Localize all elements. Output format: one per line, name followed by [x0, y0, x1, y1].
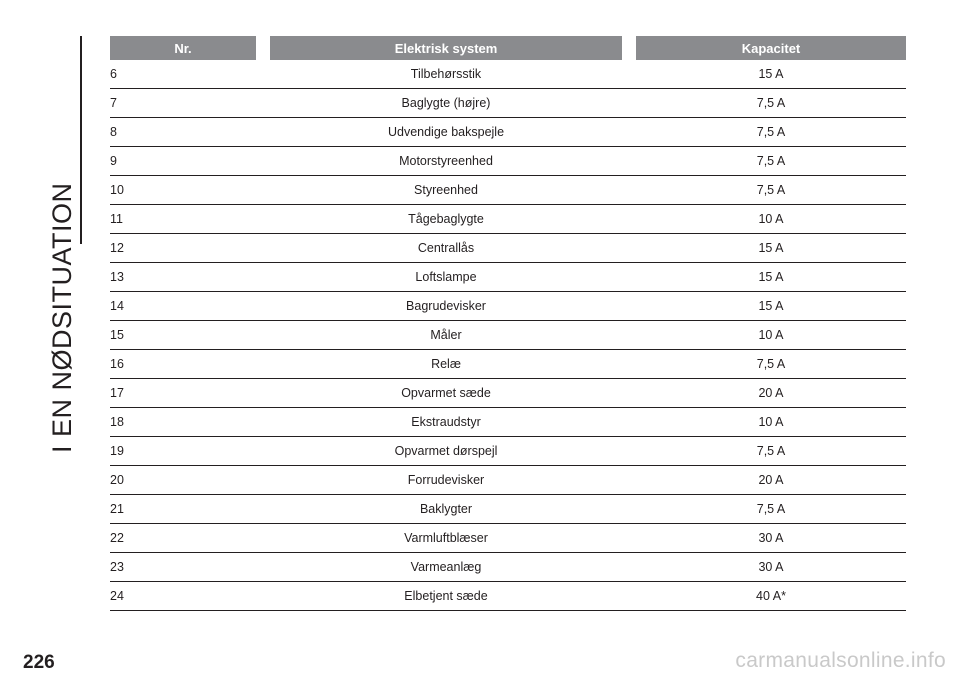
- cell-capacity: 7,5 A: [756, 96, 786, 110]
- cell-nr: 12: [110, 241, 124, 255]
- table-row: [110, 89, 906, 118]
- cell-electrical-system: Opvarmet dørspejl: [394, 444, 498, 458]
- fuse-table: [110, 36, 906, 611]
- table-row: [110, 524, 906, 553]
- cell-capacity: 10 A: [758, 328, 784, 342]
- table-row: [110, 350, 906, 379]
- cell-electrical-system: Bagrudevisker: [406, 299, 486, 313]
- table-row: [110, 263, 906, 292]
- cell-electrical-system: Varmeanlæg: [410, 560, 482, 574]
- header-nr: Nr.: [110, 36, 256, 60]
- table-row: [110, 495, 906, 524]
- cell-nr: 6: [110, 67, 117, 81]
- cell-nr: 15: [110, 328, 124, 342]
- cell-nr: 14: [110, 299, 124, 313]
- cell-capacity: 7,5 A: [756, 183, 786, 197]
- header-electrical-system: Elektrisk system: [270, 36, 622, 60]
- table-row: [110, 408, 906, 437]
- watermark: carmanualsonline.info: [735, 649, 946, 672]
- section-divider: [80, 36, 82, 244]
- cell-electrical-system: Baklygter: [419, 502, 473, 516]
- table-row: [110, 234, 906, 263]
- cell-nr: 16: [110, 357, 124, 371]
- table-row: [110, 321, 906, 350]
- cell-capacity: 7,5 A: [756, 154, 786, 168]
- cell-capacity: 15 A: [758, 299, 784, 313]
- cell-electrical-system: Tågebaglygte: [408, 212, 484, 226]
- cell-nr: 10: [110, 183, 124, 197]
- cell-capacity: 7,5 A: [756, 357, 786, 371]
- table-row: [110, 176, 906, 205]
- cell-nr: 11: [110, 212, 123, 226]
- cell-electrical-system: Styreenhed: [414, 183, 478, 197]
- table-row: [110, 147, 906, 176]
- section-title-vertical: [47, 182, 77, 453]
- cell-electrical-system: Tilbehørsstik: [410, 67, 482, 81]
- cell-nr: 18: [110, 415, 124, 429]
- cell-capacity: 15 A: [758, 241, 784, 255]
- cell-electrical-system: Ekstraudstyr: [411, 415, 481, 429]
- section-title: I EN NØDSITUATION: [47, 182, 77, 453]
- cell-electrical-system: Udvendige bakspejle: [387, 125, 505, 139]
- cell-electrical-system: Baglygte (højre): [401, 96, 491, 110]
- table-row: [110, 466, 906, 495]
- table-row: [110, 553, 906, 582]
- cell-capacity: 7,5 A: [756, 444, 786, 458]
- cell-capacity: 7,5 A: [756, 125, 786, 139]
- cell-nr: 21: [110, 502, 124, 516]
- cell-capacity: 15 A: [758, 67, 784, 81]
- cell-electrical-system: Motorstyreenhed: [399, 154, 493, 168]
- cell-capacity: 10 A: [758, 415, 784, 429]
- page-number: 226: [23, 652, 55, 673]
- cell-capacity: 30 A: [758, 560, 784, 574]
- cell-electrical-system: Varmluftblæser: [404, 531, 488, 545]
- table-body: [110, 60, 906, 611]
- cell-capacity: 30 A: [758, 531, 784, 545]
- cell-electrical-system: Elbetjent sæde: [404, 589, 488, 603]
- table-row: [110, 437, 906, 466]
- cell-capacity: 20 A: [758, 473, 784, 487]
- cell-nr: 23: [110, 560, 124, 574]
- cell-nr: 20: [110, 473, 124, 487]
- cell-capacity: 10 A: [758, 212, 784, 226]
- cell-nr: 24: [110, 589, 124, 603]
- cell-electrical-system: Forrudevisker: [407, 473, 485, 487]
- cell-nr: 17: [110, 386, 124, 400]
- cell-electrical-system: Centrallås: [417, 241, 475, 255]
- cell-capacity: 15 A: [758, 270, 784, 284]
- cell-capacity: 7,5 A: [756, 502, 786, 516]
- table-row: [110, 205, 906, 234]
- cell-electrical-system: Opvarmet sæde: [401, 386, 491, 400]
- table-row: [110, 582, 906, 611]
- table-row: [110, 60, 906, 89]
- cell-nr: 8: [110, 125, 117, 139]
- cell-nr: 13: [110, 270, 124, 284]
- table-row: [110, 292, 906, 321]
- table-row: [110, 118, 906, 147]
- table-header: [110, 36, 906, 60]
- header-capacity: Kapacitet: [636, 36, 906, 60]
- cell-nr: 7: [110, 96, 117, 110]
- cell-electrical-system: Loftslampe: [415, 270, 477, 284]
- cell-electrical-system: Relæ: [431, 357, 461, 371]
- cell-capacity: 20 A: [758, 386, 784, 400]
- table-row: [110, 379, 906, 408]
- cell-capacity: 40 A*: [756, 589, 786, 603]
- cell-electrical-system: Måler: [430, 328, 462, 342]
- cell-nr: 9: [110, 154, 117, 168]
- cell-nr: 22: [110, 531, 124, 545]
- cell-nr: 19: [110, 444, 124, 458]
